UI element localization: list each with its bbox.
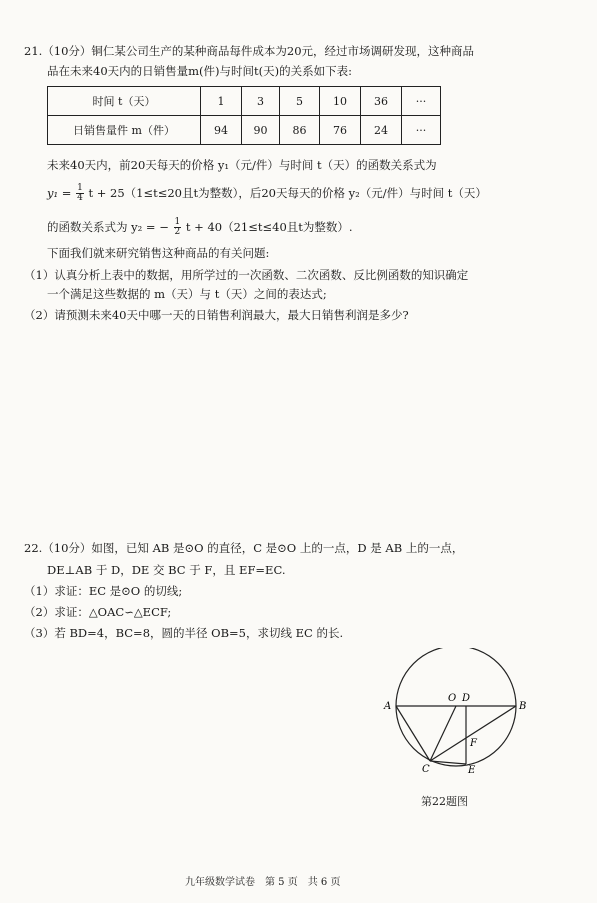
table-cell: 86 xyxy=(280,116,320,145)
label-e: E xyxy=(468,765,476,776)
q21-intro-line1: 21.（10分）铜仁某公司生产的某种商品每件成本为20元，经过市场调研发现，这种商品 xyxy=(24,44,475,58)
formula1-fraction xyxy=(76,184,84,204)
label-c: C xyxy=(422,764,430,775)
fraction-numerator: 1 xyxy=(174,217,181,227)
table-cell: 24 xyxy=(361,116,402,145)
formula1-lhs: y₁ = xyxy=(47,185,72,200)
table-cell: ··· xyxy=(402,116,441,145)
formula2-rest: t + 40（21≤t≤40且t为整数）. xyxy=(185,219,353,234)
q21-formula2 xyxy=(47,218,353,238)
q21-para1: 未来40天内，前20天每天的价格 y₁（元/件）与时间 t（天）的函数关系式为 xyxy=(47,158,437,172)
label-a: A xyxy=(384,701,392,712)
table-cell: ··· xyxy=(402,87,441,116)
q21-intro-line2: 品在未来40天内的日销售量m(件)与时间t(天)的关系如下表: xyxy=(47,64,352,78)
q21-sub1-line1: （1）认真分析上表中的数据，用所学过的一次函数、二次函数、反比例函数的知识确定 xyxy=(24,268,469,282)
fraction-denominator: 2 xyxy=(174,227,181,238)
label-d: D xyxy=(462,693,471,704)
formula2-pre: 的函数关系式为 y₂ = − xyxy=(47,219,169,234)
table-row xyxy=(48,87,441,116)
table-cell: 94 xyxy=(201,116,242,145)
table-cell: 10 xyxy=(320,87,361,116)
q22-line1: 22.（10分）如图，已知 AB 是⊙O 的直径，C 是⊙O 上的一点，D 是 AB 上的一点， xyxy=(24,541,464,555)
q21-formula1 xyxy=(47,184,487,204)
formula2-fraction xyxy=(174,218,182,238)
q22-geometry-figure xyxy=(378,648,538,788)
q21-para2: 下面我们就来研究销售这种商品的有关问题: xyxy=(47,246,270,260)
table-cell: 5 xyxy=(280,87,320,116)
q21-data-table xyxy=(47,86,441,145)
table-cell: 1 xyxy=(201,87,242,116)
table-cell: 76 xyxy=(320,116,361,145)
q21-sub2: （2）请预测未来40天中哪一天的日销售利润最大，最大日销售利润是多少? xyxy=(24,308,409,322)
table-row xyxy=(48,116,441,145)
segment-ac xyxy=(396,706,430,761)
q22-sub3: （3）若 BD=4，BC=8，圆的半径 OB=5，求切线 EC 的长. xyxy=(24,626,344,640)
q22-line2: DE⊥AB 于 D，DE 交 BC 于 F，且 EF=EC. xyxy=(47,563,286,577)
table-cell: 3 xyxy=(242,87,280,116)
q21-sub1-line2: 一个满足这些数据的 m（天）与 t（天）之间的表达式; xyxy=(47,287,327,301)
formula1-rest: t + 25（1≤t≤20且t为整数），后20天每天的价格 y₂（元/件）与时间 t（天） xyxy=(88,185,487,200)
table-header-time: 时间 t（天） xyxy=(48,87,201,116)
q22-sub1: （1）求证：EC 是⊙O 的切线; xyxy=(24,584,183,598)
label-b: B xyxy=(519,701,527,712)
table-cell: 90 xyxy=(242,116,280,145)
label-o: O xyxy=(448,693,457,704)
fraction-denominator: 4 xyxy=(77,193,83,204)
fraction-numerator: 1 xyxy=(77,183,83,193)
table-header-sales: 日销售量件 m（件） xyxy=(48,116,201,145)
q22-sub2: （2）求证：△OAC∽△ECF; xyxy=(24,605,172,619)
figure-caption: 第22题图 xyxy=(421,795,468,808)
label-f: F xyxy=(470,738,477,749)
table-cell: 36 xyxy=(361,87,402,116)
page-footer: 九年级数学试卷 第 5 页 共 6 页 xyxy=(185,877,341,888)
